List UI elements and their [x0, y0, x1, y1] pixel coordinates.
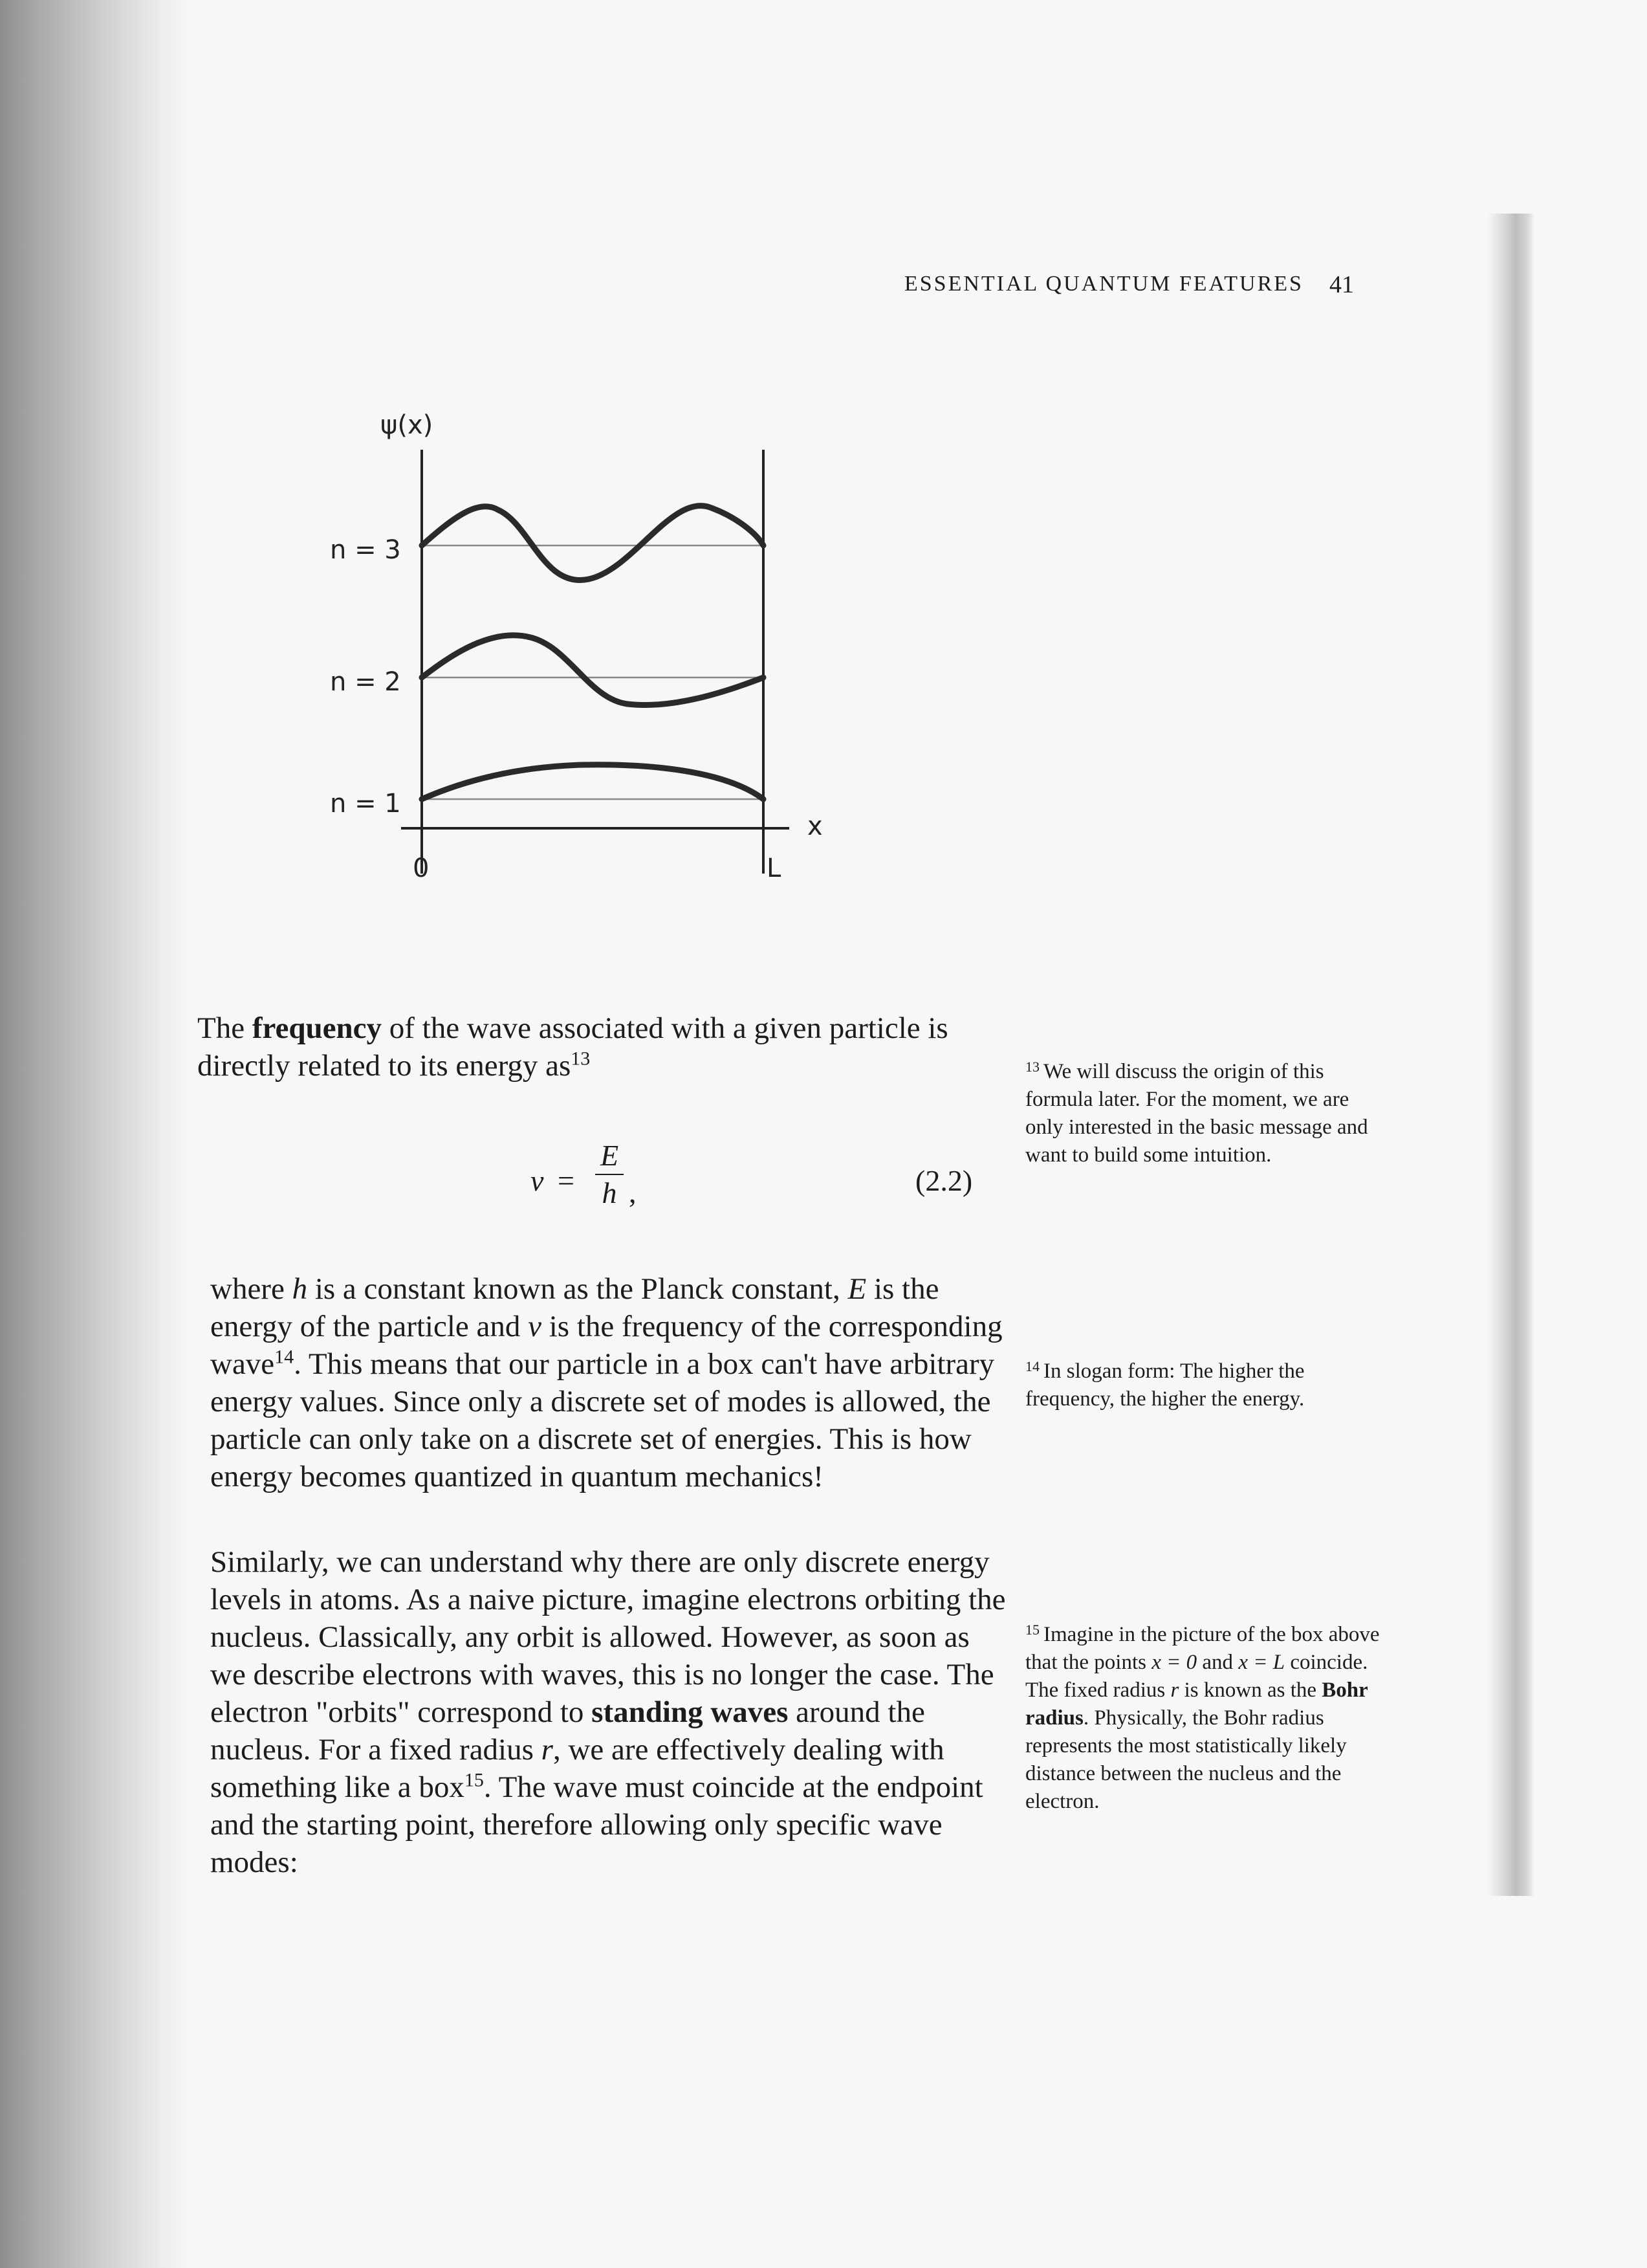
equation-number: (2.2)	[915, 1164, 973, 1197]
x-tick-0: 0	[413, 853, 430, 883]
sidenote-15: $^{15}$ Imagine in the picture of the box above that the points x = 0 and x = L coincide. The fixed radius r is known as the Bohr radius. Physically, the Bohr radius represents the most statistically likely distance between the nucleus and the electron.	[1025, 1622, 1380, 1813]
mode-label-n1: n = 1	[330, 789, 401, 819]
x-axis-label: x	[807, 811, 823, 841]
paragraph-2: where h is a constant known as the Planck constant, E is the energy of the particle and ν is the frequency of the corresponding wave$^{14}$. This means that our particle in a box can't have arbitrary energy values. Since only a discrete set of modes is allowed, the particle can only take on a discrete set of energies. This is how energy becomes quantized in quantum mechanics!	[210, 1272, 1003, 1493]
sidenote-14: $^{14}$ In slogan form: The higher the frequency, the higher the energy.	[1025, 1358, 1305, 1411]
wave-n2	[422, 635, 763, 705]
equation-2-2	[530, 1139, 983, 1229]
paragraph-3: Similarly, we can understand why there are only discrete energy levels in atoms. As a naive picture, imagine electrons orbiting the nucleus. Classically, any orbit is allowed. However, as soon as we describe electrons with waves, this is no longer the case. The electron "orbits" correspond to standing waves around the nucleus. For a fixed radius r, we are effectively dealing with something like a box$^{15}$. The wave must coincide at the endpoint and the starting point, therefore allowing only specific wave modes:	[210, 1545, 1006, 1879]
equation-comma: ,	[629, 1176, 637, 1209]
page-number: 41	[1329, 271, 1354, 298]
mode-label-n2: n = 2	[330, 667, 401, 697]
wave-n3	[422, 506, 763, 580]
equation-lhs: ν	[530, 1164, 544, 1197]
y-axis-label: ψ(x)	[380, 410, 433, 440]
paragraph-1: The frequency of the wave associated with a given particle is directly related to its energy $as^{13}$	[197, 1011, 948, 1083]
equation-numerator: E	[600, 1139, 619, 1172]
scan-shadow-right	[1488, 214, 1534, 1896]
sidenote-13: $^{13}$ We will discuss the origin of this formula later. For the moment, we are only interested in the basic message and want to build some intuition.	[1025, 1059, 1368, 1167]
mode-label-n3: n = 3	[330, 535, 401, 565]
running-head: ESSENTIAL QUANTUM FEATURES	[904, 272, 1303, 296]
equation-equals: =	[558, 1164, 574, 1197]
equation-fraction	[595, 1139, 624, 1210]
wave-n1	[422, 765, 763, 799]
standing-wave-figure	[285, 395, 867, 925]
scan-shadow-left	[0, 0, 188, 2268]
fraction-bar	[595, 1174, 624, 1175]
x-tick-L: L	[767, 853, 781, 883]
equation-denominator: h	[602, 1176, 617, 1209]
